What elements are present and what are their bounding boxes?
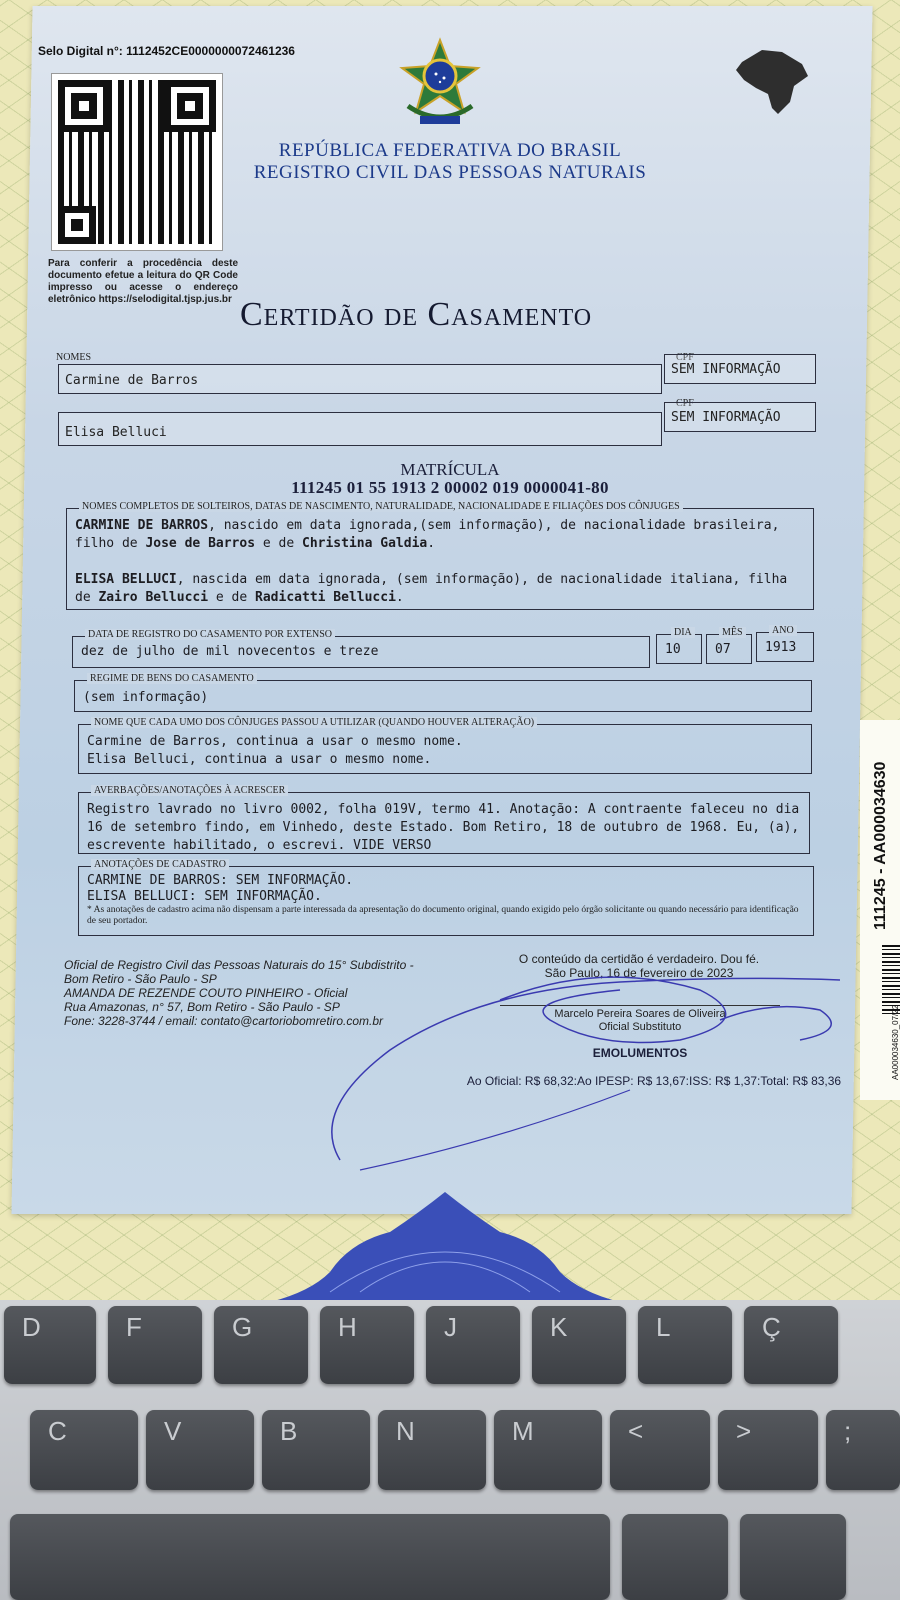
spouse1-description: CARMINE DE BARROS, nascido em data ignorada,(sem informação), de nacionalidade brasileira, filho de Jose de Barros e de Christina Galdia. bbox=[75, 518, 780, 551]
names-used-line1: Carmine de Barros, continua a usar o mesmo nome. bbox=[87, 734, 463, 749]
spouse1-cpf: SEM INFORMAÇÃO bbox=[671, 362, 781, 377]
blue-seal-icon bbox=[270, 1192, 620, 1312]
names-label: NOMES bbox=[56, 352, 92, 363]
key-n[interactable]: N bbox=[378, 1410, 486, 1490]
day-value: 10 bbox=[665, 642, 681, 657]
qr-instructions: Para conferir a procedência deste documento efetue a leitura do QR Code impresso ou acesse o endereço eletrônico https://selodigital.tjsp.jus.br bbox=[48, 258, 238, 305]
republic-title: REPÚBLICA FEDERATIVA DO BRASIL bbox=[278, 140, 622, 161]
key-c[interactable]: C bbox=[30, 1410, 138, 1490]
spouse1-cpf-field bbox=[664, 354, 816, 384]
key-bottom-2[interactable] bbox=[740, 1514, 846, 1600]
year-field bbox=[756, 625, 814, 662]
selo-digital: Selo Digital n°: 1112452CE0000000072461236 bbox=[38, 44, 295, 58]
key-h[interactable]: H bbox=[320, 1306, 414, 1384]
marriage-date-text: dez de julho de mil novecentos e treze bbox=[81, 644, 379, 659]
cadastro-note: * As anotações de cadastro acima não dispensam a parte interessada da apresentação do documento original, quando exigido pelo órgão solicitante ou quando necessário para identificação de seu portador. bbox=[87, 905, 799, 926]
regime-label: REGIME DE BENS DO CASAMENTO bbox=[87, 673, 257, 684]
emolumentos-values: Ao Oficial: R$ 68,32:Ao IPESP: R$ 13,67:ISS: R$ 1,37:Total: R$ 83,36 bbox=[466, 1074, 842, 1088]
key-c-cedilla[interactable]: Ç bbox=[744, 1306, 838, 1384]
month-field bbox=[706, 627, 752, 664]
key-j[interactable]: J bbox=[426, 1306, 520, 1384]
month-value: 07 bbox=[715, 642, 731, 657]
year-label: ANO bbox=[769, 625, 797, 636]
spouses-section-label: NOMES COMPLETOS DE SOLTEIROS, DATAS DE NASCIMENTO, NATURALIDADE, NACIONALIDADE E FILIAÇÕES DOS CÔNJUGES bbox=[79, 501, 683, 512]
spouse2-name-field bbox=[58, 412, 662, 446]
emolumentos-title: EMOLUMENTOS bbox=[592, 1046, 688, 1060]
matricula-number: 111245 01 55 1913 2 00002 019 0000041-80 bbox=[291, 478, 609, 497]
day-label: DIA bbox=[671, 627, 695, 638]
key-v[interactable]: V bbox=[146, 1410, 254, 1490]
brazil-coat-of-arms-icon bbox=[398, 36, 482, 132]
attestation-line1: O conteúdo da certidão é verdadeiro. Dou fé. bbox=[518, 952, 760, 966]
names-used-label: NOME QUE CADA UMO DOS CÔNJUGES PASSOU A UTILIZAR (QUANDO HOUVER ALTERAÇÃO) bbox=[91, 717, 537, 728]
key-b[interactable]: B bbox=[262, 1410, 370, 1490]
spouse1-name: Carmine de Barros bbox=[65, 373, 199, 388]
year-value: 1913 bbox=[765, 640, 797, 655]
cadastro-line2: ELISA BELLUCI: SEM INFORMAÇÃO. bbox=[87, 889, 322, 904]
spouse2-name: Elisa Belluci bbox=[65, 425, 167, 440]
spouses-section bbox=[66, 501, 814, 610]
oficial-line2: Bom Retiro - São Paulo - SP bbox=[64, 972, 217, 986]
cadastro-section bbox=[78, 859, 814, 936]
marriage-date-label: DATA DE REGISTRO DO CASAMENTO POR EXTENSO bbox=[85, 629, 335, 640]
serial-number: 111245 - AA000034630 bbox=[872, 761, 889, 930]
signer-name: Marcelo Pereira Soares de Oliveira bbox=[554, 1008, 726, 1020]
regime-text: (sem informação) bbox=[83, 690, 209, 705]
marriage-date-section bbox=[72, 629, 650, 668]
oficial-line4: Rua Amazonas, n° 57, Bom Retiro - São Paulo - SP bbox=[64, 1000, 340, 1014]
averbacoes-section bbox=[78, 785, 810, 854]
spouse2-cpf-field bbox=[664, 402, 816, 432]
cpf2-label: CPF bbox=[676, 398, 694, 409]
key-m[interactable]: M bbox=[494, 1410, 602, 1490]
day-field bbox=[656, 627, 702, 664]
regime-section bbox=[74, 673, 812, 712]
matricula-label: MATRÍCULA bbox=[400, 460, 500, 479]
key-semicolon[interactable]: ; bbox=[826, 1410, 900, 1490]
key-bottom-1[interactable] bbox=[622, 1514, 728, 1600]
names-used-line2: Elisa Belluci, continua a usar o mesmo nome. bbox=[87, 752, 432, 767]
key-greater-than[interactable]: > bbox=[718, 1410, 818, 1490]
key-d[interactable]: D bbox=[4, 1306, 96, 1384]
spacebar-row-key[interactable] bbox=[10, 1514, 610, 1600]
month-label: MÊS bbox=[719, 627, 746, 638]
oficial-line3: AMANDA DE REZENDE COUTO PINHEIRO - Oficial bbox=[64, 986, 348, 1000]
serial-small: AA000034630_07/22 bbox=[891, 1004, 900, 1080]
key-l[interactable]: L bbox=[638, 1306, 732, 1384]
key-k[interactable]: K bbox=[532, 1306, 626, 1384]
cadastro-label: ANOTAÇÕES DE CADASTRO bbox=[91, 859, 229, 870]
laptop-keyboard bbox=[0, 1300, 900, 1600]
key-less-than[interactable]: < bbox=[610, 1410, 710, 1490]
registry-title: REGISTRO CIVIL DAS PESSOAS NATURAIS bbox=[253, 162, 647, 183]
certificate-title: Certidão de Casamento bbox=[240, 296, 593, 333]
key-f[interactable]: F bbox=[108, 1306, 202, 1384]
oficial-line5: Fone: 3228-3744 / email: contato@cartoriobomretiro.com.br bbox=[64, 1014, 384, 1028]
signer-role: Oficial Substituto bbox=[598, 1021, 682, 1033]
cadastro-line1: CARMINE DE BARROS: SEM INFORMAÇÃO. bbox=[87, 873, 354, 888]
averbacoes-text: Registro lavrado no livro 0002, folha 019V, termo 41. Anotação: A contraente faleceu no dia 16 de setembro findo, em Vinhedo, deste Estado. Bom Retiro, 18 de outubro de 1968. Eu, (a), escrevente habilitado, o escrevi. VIDE VERSO bbox=[87, 802, 800, 853]
brazil-map-icon bbox=[732, 42, 812, 122]
attestation-date: São Paulo, 16 de fevereiro de 2023 bbox=[544, 966, 734, 980]
oficial-line1: Oficial de Registro Civil das Pessoas Naturais do 15° Subdistrito - bbox=[64, 958, 414, 972]
names-used-section bbox=[78, 717, 812, 774]
spouse2-description: ELISA BELLUCI, nascida em data ignorada, (sem informação), de nacionalidade italiana, filha de Zairo Bellucci e de Radicatti Bellucci. bbox=[75, 572, 788, 605]
cpf1-label: CPF bbox=[676, 352, 694, 363]
averbacoes-label: AVERBAÇÕES/ANOTAÇÕES À ACRESCER bbox=[91, 785, 288, 796]
key-g[interactable]: G bbox=[214, 1306, 308, 1384]
spouse1-name-field bbox=[58, 364, 662, 394]
spouse2-cpf: SEM INFORMAÇÃO bbox=[671, 410, 781, 425]
handwritten-signature bbox=[300, 960, 860, 1180]
